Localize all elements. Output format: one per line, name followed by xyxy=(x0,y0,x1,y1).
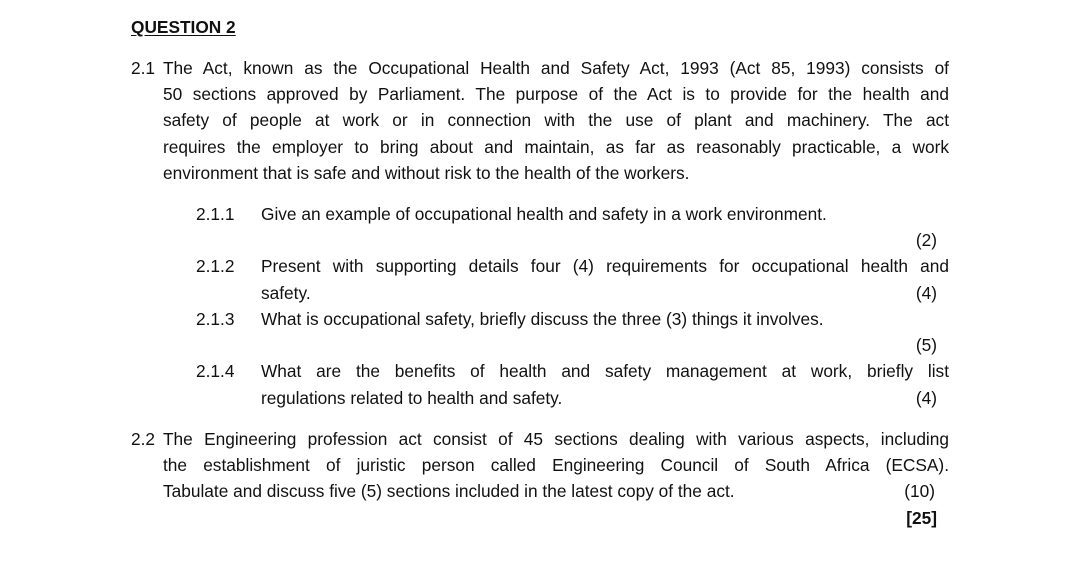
q22-line: the establishment of juristic person called Engineering Council of South Africa (ECSA). xyxy=(163,455,949,475)
subquestion-text: What are the benefits of health and safety management at work, briefly list xyxy=(261,361,949,381)
subquestion-marks: (5) xyxy=(915,335,937,355)
q22-number: 2.2 xyxy=(131,429,156,449)
q22-line: Tabulate and discuss five (5) sections included in the latest copy of the act. xyxy=(163,481,735,501)
q21-number: 2.1 xyxy=(131,58,156,78)
question-heading: QUESTION 2 xyxy=(131,17,236,37)
subquestion-text: safety. xyxy=(261,283,311,303)
subquestion-marks: (4) xyxy=(915,283,937,303)
q21-line: environment that is safe and without risk to the health of the workers. xyxy=(163,163,690,183)
subquestion-number: 2.1.4 xyxy=(196,361,235,381)
subquestion-number: 2.1.3 xyxy=(196,309,235,329)
subquestion-number: 2.1.1 xyxy=(196,204,235,224)
q21-line: safety of people at work or in connection with the use of plant and machinery. The act xyxy=(163,110,949,130)
subquestion-text: regulations related to health and safety. xyxy=(261,388,563,408)
subquestion-marks: (4) xyxy=(915,388,937,408)
q22-line: The Engineering profession act consist of 45 sections dealing with various aspects, including xyxy=(163,429,949,449)
subquestion-number: 2.1.2 xyxy=(196,256,235,276)
q22-marks: (10) xyxy=(904,481,935,501)
question-total-marks: [25] xyxy=(906,508,937,528)
subquestion-text: Give an example of occupational health and safety in a work environment. xyxy=(261,204,827,224)
subquestion-marks: (2) xyxy=(915,230,937,250)
q21-line: requires the employer to bring about and maintain, as far as reasonably practicable, a work xyxy=(163,137,949,157)
q21-line: 50 sections approved by Parliament. The purpose of the Act is to provide for the health and xyxy=(163,84,949,104)
subquestion-text: What is occupational safety, briefly discuss the three (3) things it involves. xyxy=(261,309,824,329)
subquestion-text: Present with supporting details four (4) requirements for occupational health and xyxy=(261,256,949,276)
q21-line: The Act, known as the Occupational Health and Safety Act, 1993 (Act 85, 1993) consists of xyxy=(163,58,949,78)
